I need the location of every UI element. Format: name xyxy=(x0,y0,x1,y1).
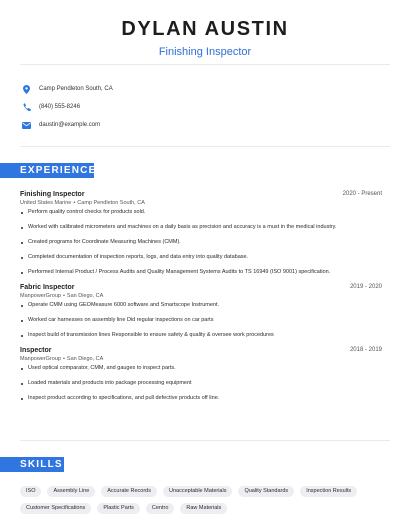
job-dates: 2018 - 2019 xyxy=(349,347,382,353)
skill-chip: Customer Specifications xyxy=(20,503,91,514)
contact-divider xyxy=(20,146,390,147)
job-title: Fabric Inspector xyxy=(20,284,75,291)
company-name: ManpowerGroup xyxy=(20,293,61,299)
job-bullets xyxy=(20,365,382,402)
experience-list xyxy=(20,190,382,402)
list-item: Worked car harnesses on assembly line Did regular inspections on car parts xyxy=(20,317,382,324)
header-divider xyxy=(20,64,390,65)
contact-email xyxy=(22,116,113,134)
list-item: Loaded materials and products into package processing equipment xyxy=(20,380,382,387)
resume-header xyxy=(0,0,410,58)
list-item: Operate CMM using GEOMeasure 6000 software and Smartscope Instrument. xyxy=(20,302,382,309)
phone-icon xyxy=(22,103,31,112)
contact-block xyxy=(22,80,113,134)
skill-chip: Raw Materials xyxy=(180,503,227,514)
contact-phone xyxy=(22,98,113,116)
job-title: Inspector xyxy=(20,347,52,354)
experience-divider xyxy=(20,440,390,441)
skill-chip: Centro xyxy=(146,503,175,514)
email-text[interactable]: daustin@example.com xyxy=(39,122,101,128)
company-name: ManpowerGroup xyxy=(20,356,61,362)
job-entry xyxy=(20,190,382,276)
skill-chip: ISO xyxy=(20,486,41,497)
envelope-icon xyxy=(22,121,31,130)
skill-chip: Quality Standards xyxy=(238,486,294,497)
job-entry xyxy=(20,283,382,339)
list-item: Performed Internal Product / Process Audits and Quality Management Systems Audits to TS 16949 (ISO 9001) specification. xyxy=(20,269,382,276)
job-location: Camp Pendleton South, CA xyxy=(77,200,145,206)
skill-chip: Assembly Line xyxy=(47,486,95,497)
job-location: San Diego, CA xyxy=(66,293,104,299)
job-dates: 2019 - 2020 xyxy=(349,284,382,290)
job-meta: United States Marine • Camp Pendleton South, CA xyxy=(20,200,145,206)
job-title: Finishing Inspector xyxy=(20,191,85,198)
job-title-heading: Finishing Inspector xyxy=(158,46,252,58)
location-pin-icon xyxy=(22,85,31,94)
list-item: Worked with calibrated micrometers and machines on a daily basis as precision and accuracy is a must in the medical industry. xyxy=(20,224,382,231)
candidate-name: DYLAN AUSTIN xyxy=(121,18,289,40)
job-bullets xyxy=(20,302,382,339)
list-item: Inspect build of transmission lines Responsible to ensure safety & quality & oversee work procedures xyxy=(20,332,382,339)
list-item: Used optical comparator, CMM, and gauges to inspect parts. xyxy=(20,365,382,372)
list-item: Perform quality control checks for products sold. xyxy=(20,209,382,216)
phone-text[interactable]: (840) 555-8246 xyxy=(39,104,81,110)
list-item: Inspect product according to specifications, and pull defective products off line. xyxy=(20,395,382,402)
contact-location xyxy=(22,80,113,98)
skill-chip: Accurate Records xyxy=(101,486,157,497)
job-location: San Diego, CA xyxy=(66,356,104,362)
skill-chip: Unacceptable Materials xyxy=(163,486,232,497)
skills-list xyxy=(20,486,390,520)
skills-heading: SKILLS xyxy=(0,457,64,472)
list-item: Completed documentation of inspection reports, logs, and data entry into quality database. xyxy=(20,254,382,261)
location-text: Camp Pendleton South, CA xyxy=(39,86,113,92)
job-dates: 2020 - Present xyxy=(342,191,382,197)
experience-heading: EXPERIENCE xyxy=(0,163,94,178)
skill-chip: Inspection Results xyxy=(300,486,357,497)
job-entry xyxy=(20,346,382,402)
job-meta: ManpowerGroup • San Diego, CA xyxy=(20,293,104,299)
job-bullets xyxy=(20,209,382,276)
company-name: United States Marine xyxy=(20,200,72,206)
job-meta: ManpowerGroup • San Diego, CA xyxy=(20,356,104,362)
skill-chip: Plastic Parts xyxy=(97,503,140,514)
list-item: Created programs for Coordinate Measuring Machines (CMM). xyxy=(20,239,382,246)
